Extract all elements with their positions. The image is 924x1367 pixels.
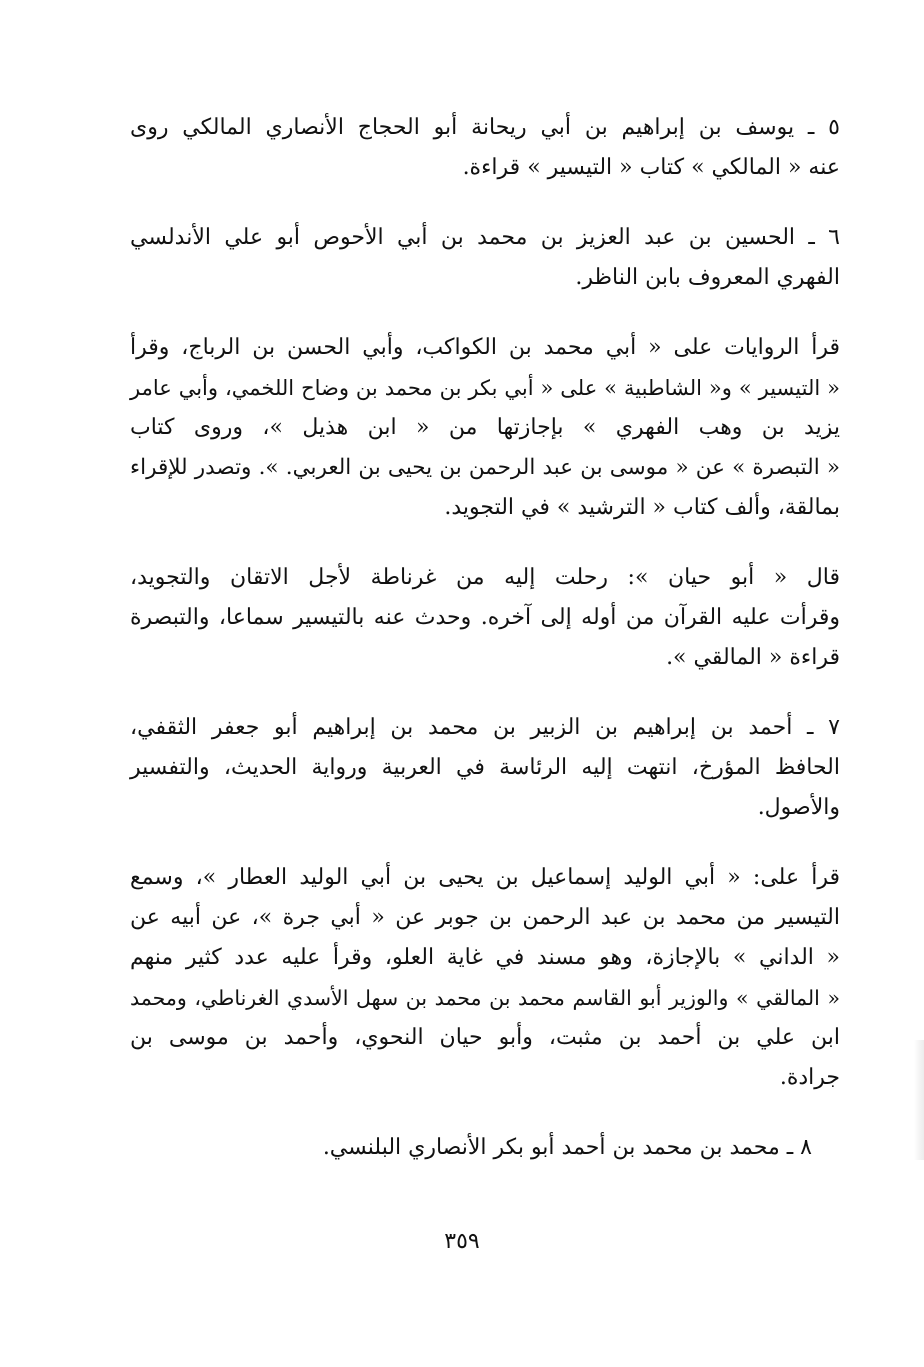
text-line: « المالقي » والوزير أبو القاسم محمد بن محمد بن سهل الأسدي الغرناطي، ومحمد [130, 986, 840, 1010]
entry-5 [130, 108, 840, 188]
text-line: بمالقة، وألف كتاب « الترشيد » في التجويد. [444, 495, 840, 520]
text-line: قرأ على: « أبي الوليد إسماعيل بن يحيى بن أبي الوليد العطار »، وسمع [130, 865, 840, 890]
page-number: ٣٥٩ [444, 1229, 480, 1254]
text-line: يزيد بن وهب الفهري » بإجازتها من « ابن هذيل »، وروى كتاب [130, 415, 840, 440]
entry-6 [130, 218, 840, 298]
text-line: ٨ ـ محمد بن محمد بن أحمد أبو بكر الأنصاري البلنسي. [322, 1135, 812, 1160]
text-line: جرادة. [779, 1065, 840, 1090]
text-line: والأصول. [757, 795, 840, 820]
abu-hayyan-quote-paragraph [130, 558, 840, 678]
entry-7-readings-paragraph [130, 858, 840, 1098]
text-line: قال « أبو حيان »: رحلت إليه من غرناطة لأجل الاتقان والتجويد، [130, 565, 840, 590]
text-line: « التبصرة » عن « موسى بن عبد الرحمن بن يحيى بن العربي. ». وتصدر للإقراء [130, 455, 840, 480]
text-line: قراءة « المالقي ». [666, 645, 840, 670]
text-line: الحافظ المؤرخ، انتهت إليه الرئاسة في العربية ورواية الحديث، والتفسير [130, 755, 840, 780]
text-line: « التيسير » و« الشاطبية » على « أبي بكر بن محمد بن وضاح اللخمي، وأبي عامر [130, 376, 840, 400]
text-line: قرأ الروايات على « أبي محمد بن الكواكب، وأبي الحسن بن الرباج، وقرأ [130, 335, 840, 360]
text-line: ابن علي بن أحمد بن مثبت، وأبو حيان النحوي، وأحمد بن موسى بن [130, 1025, 840, 1050]
text-line: وقرأت عليه القرآن من أوله إلى آخره. وحدث عنه بالتيسير سماعا، والتبصرة [130, 605, 840, 630]
text-line: ٦ ـ الحسين بن عبد العزيز بن محمد بن أبي الأحوص أبو علي الأندلسي [130, 225, 840, 250]
text-line: الفهري المعروف بابن الناظر. [575, 265, 840, 290]
page-body [130, 108, 840, 1198]
text-line: ٥ ـ يوسف بن إبراهيم بن أبي ريحانة أبو الحجاج الأنصاري المالكي روى [130, 115, 840, 140]
entry-7 [130, 708, 840, 828]
entry-8 [130, 1128, 840, 1168]
text-line: ٧ ـ أحمد بن إبراهيم بن الزبير بن محمد بن إبراهيم أبو جعفر الثقفي، [130, 715, 840, 740]
text-line: « الداني » بالإجازة، وهو مسند في غاية العلو، وقرأ عليه عدد كثير منهم [130, 945, 840, 970]
text-line: عنه « المالكي » كتاب « التيسير » قراءة. [462, 155, 840, 180]
text-line: التيسير من محمد بن عبد الرحمن بن جوبر عن « أبي جرة »، عن أبيه عن [130, 905, 840, 930]
scan-edge-shading [914, 1040, 924, 1160]
entry-6-readings-paragraph [130, 328, 840, 528]
